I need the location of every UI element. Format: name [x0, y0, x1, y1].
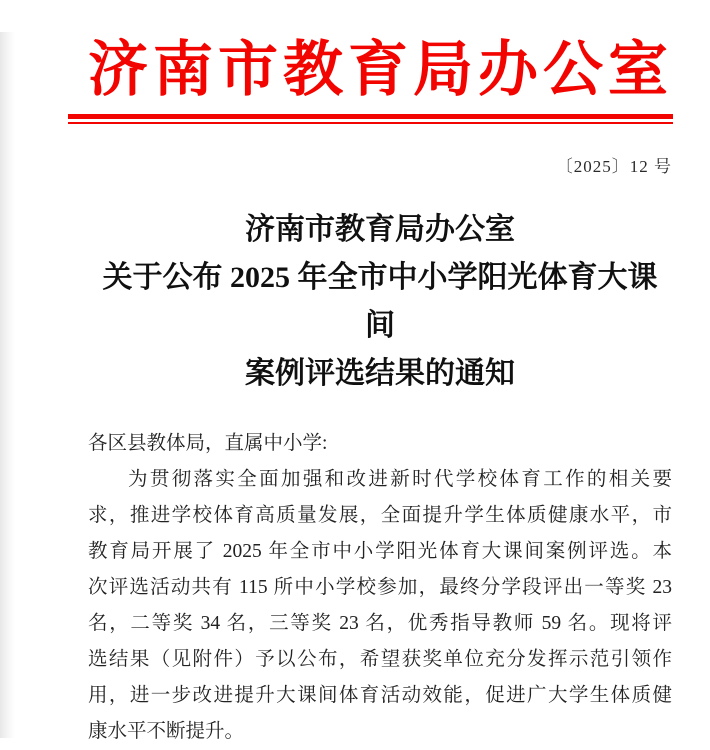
body-line: 求，推进学校体育高质量发展，全面提升学生体质健康水平，市	[88, 505, 672, 526]
notice-title-line-3: 案例评选结果的通知	[245, 357, 515, 390]
page-edge-shadow	[0, 32, 15, 738]
document-number: 〔2025〕12 号	[555, 157, 672, 176]
body-line: 为贯彻落实全面加强和改进新时代学校体育工作的相关要	[128, 469, 672, 490]
body-line: 次评选活动共有 115 所中小学校参加，最终分学段评出一等奖 23	[88, 577, 672, 598]
body-line: 教育局开展了 2025 年全市中小学阳光体育大课间案例评选。本	[88, 541, 672, 562]
body-line: 用，进一步改进提升大课间体育活动效能，促进广大学生体质健	[88, 685, 672, 706]
agency-masthead: 济南市教育局办公室	[88, 37, 673, 103]
body-line: 康水平不断提升。	[88, 721, 245, 742]
divider-thin-rule	[68, 122, 673, 124]
notice-title	[88, 206, 672, 398]
masthead-divider	[68, 114, 673, 124]
salutation: 各区县教体局，直属中小学:	[88, 433, 328, 454]
body-line: 名，二等奖 34 名，三等奖 23 名，优秀指导教师 59 名。现将评	[88, 613, 672, 634]
divider-thick-rule	[68, 114, 673, 119]
body-line: 选结果（见附件）予以公布，希望获奖单位充分发挥示范引领作	[88, 649, 672, 670]
notice-title-line-2: 关于公布 2025 年全市中小学阳光体育大课间	[102, 261, 658, 342]
document-page	[0, 32, 710, 742]
notice-body	[88, 426, 672, 750]
notice-title-line-1: 济南市教育局办公室	[245, 213, 515, 246]
